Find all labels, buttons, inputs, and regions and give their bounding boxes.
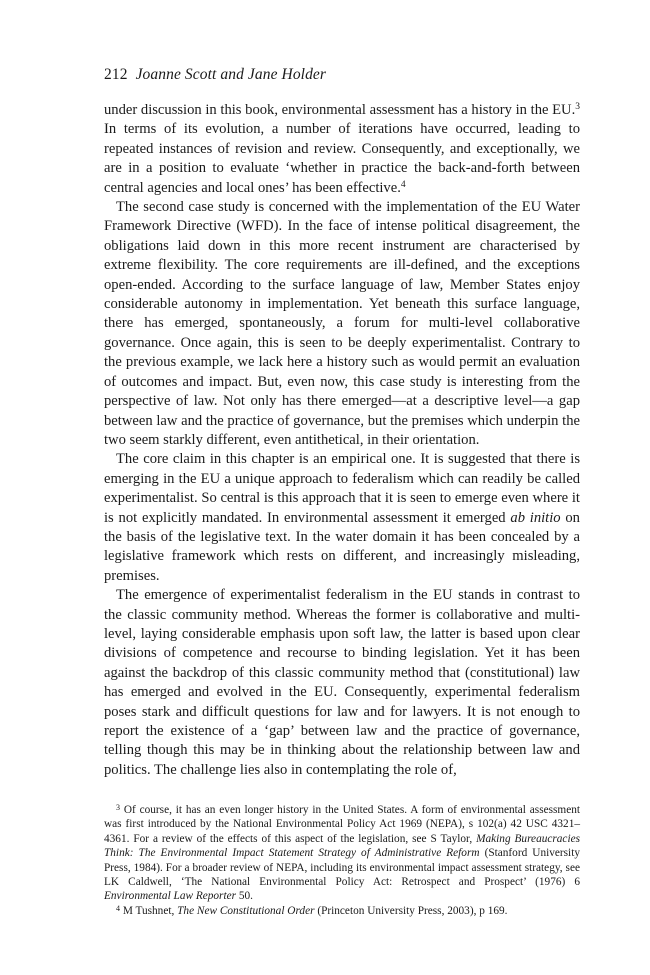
paragraph-3: The core claim in this chapter is an empirical one. It is suggested that there is emerging in the EU a unique approach to federalism which can readily be called experimentalist. So central is this approach that it is seen to emerge even where it is not explicitly mandated. In environmental assessment it emerged ab initio on the basis of the legislative text. In the water domain it has been concealed by a legislative framework which rests on different, and increasingly misleading, premises.: [104, 451, 580, 584]
footnote-number: 3: [116, 803, 120, 812]
footnote-number: 4: [116, 903, 120, 913]
running-head: [104, 66, 326, 84]
paragraph-2: The second case study is concerned with the implementation of the EU Water Framework Directive (WFD). In the face of intense political disagreement, the obligations laid down in this more recent instrument are characterised by extreme flexibility. The core requirements are ill-defined, and the exceptions open-ended. According to the surface language of law, Member States enjoy considerable autonomy in implementation. Yet beneath this surface language, there has emerged, spontaneously, a forum for multi-level collaborative governance. Once again, this is seen to be deeply experimentalist. Contrary to the previous example, we lack here a history such as would permit an evaluation of outcomes and impact. But, even now, this case study is interesting from the perspective of law. Not only has there emerged—at a descriptive level—a gap between law and the practice of governance, but the premises which underpin the two seem starkly different, even antithetical, in their orientation.: [104, 199, 580, 448]
footnote-3: $^3$ Of course, it has an even longer history in the United States. A form of environmental assessment was first introduced by the National Environmental Policy Act 1969 (NEPA), s 102(a) 42 USC 4321–4361. For a review of the effects of this aspect of the legislation, see S Taylor, Making Bureaucracies Think: The Environmental Impact Statement Strategy of Administrative Reform (Stanford University Press, 1984). For a broader review of NEPA, including its environmental impact assessment strategy, see LK Caldwell, ‘The National Environmental Policy Act: Retrospect and Prospect’ (1976) 6 Environmental Law Reporter 50.: [104, 803, 580, 903]
italic-phrase: ab initio: [510, 509, 561, 526]
body-text: [104, 101, 580, 780]
footnote-ref-3[interactable]: 3: [575, 102, 580, 112]
footnote-4: $^4$ M Tushnet, The New Constitutional Order (Princeton University Press, 2003), p 169.: [116, 903, 508, 917]
paragraph-4: The emergence of experimentalist federalism in the EU stands in contrast to the classic community method. Whereas the former is collaborative and multi-level, laying considerable emphasis upon soft law, the latter is based upon clear divisions of competence and recourse to binding legislation. Yet it has been against the backdrop of this classic community method that (constitutional) law has emerged and evolved in the EU. Consequently, experimental federalism poses stark and difficult questions for law and for lawyers. It is not enough to report the existence of a ‘gap’ between law and the practice of governance, telling though this may be in thinking about the relationship between law and politics. The challenge lies also in contemplating the role of,: [104, 587, 580, 778]
footnotes: [104, 803, 580, 918]
page-number: 212: [104, 66, 128, 83]
paragraph-1: under discussion in this book, environmental assessment has a history in the EU.$^3$ In terms of its evolution, a number of iterations have occurred, leading to repeated instances of revision and review. Consequently, and exceptionally, we are in a position to evaluate ‘whether in practice the back-and-forth between central agencies and local ones’ has been effective.$^4$: [104, 102, 580, 196]
footnote-ref-4[interactable]: 4: [400, 179, 406, 190]
running-head-authors: Joanne Scott and Jane Holder: [135, 66, 327, 83]
